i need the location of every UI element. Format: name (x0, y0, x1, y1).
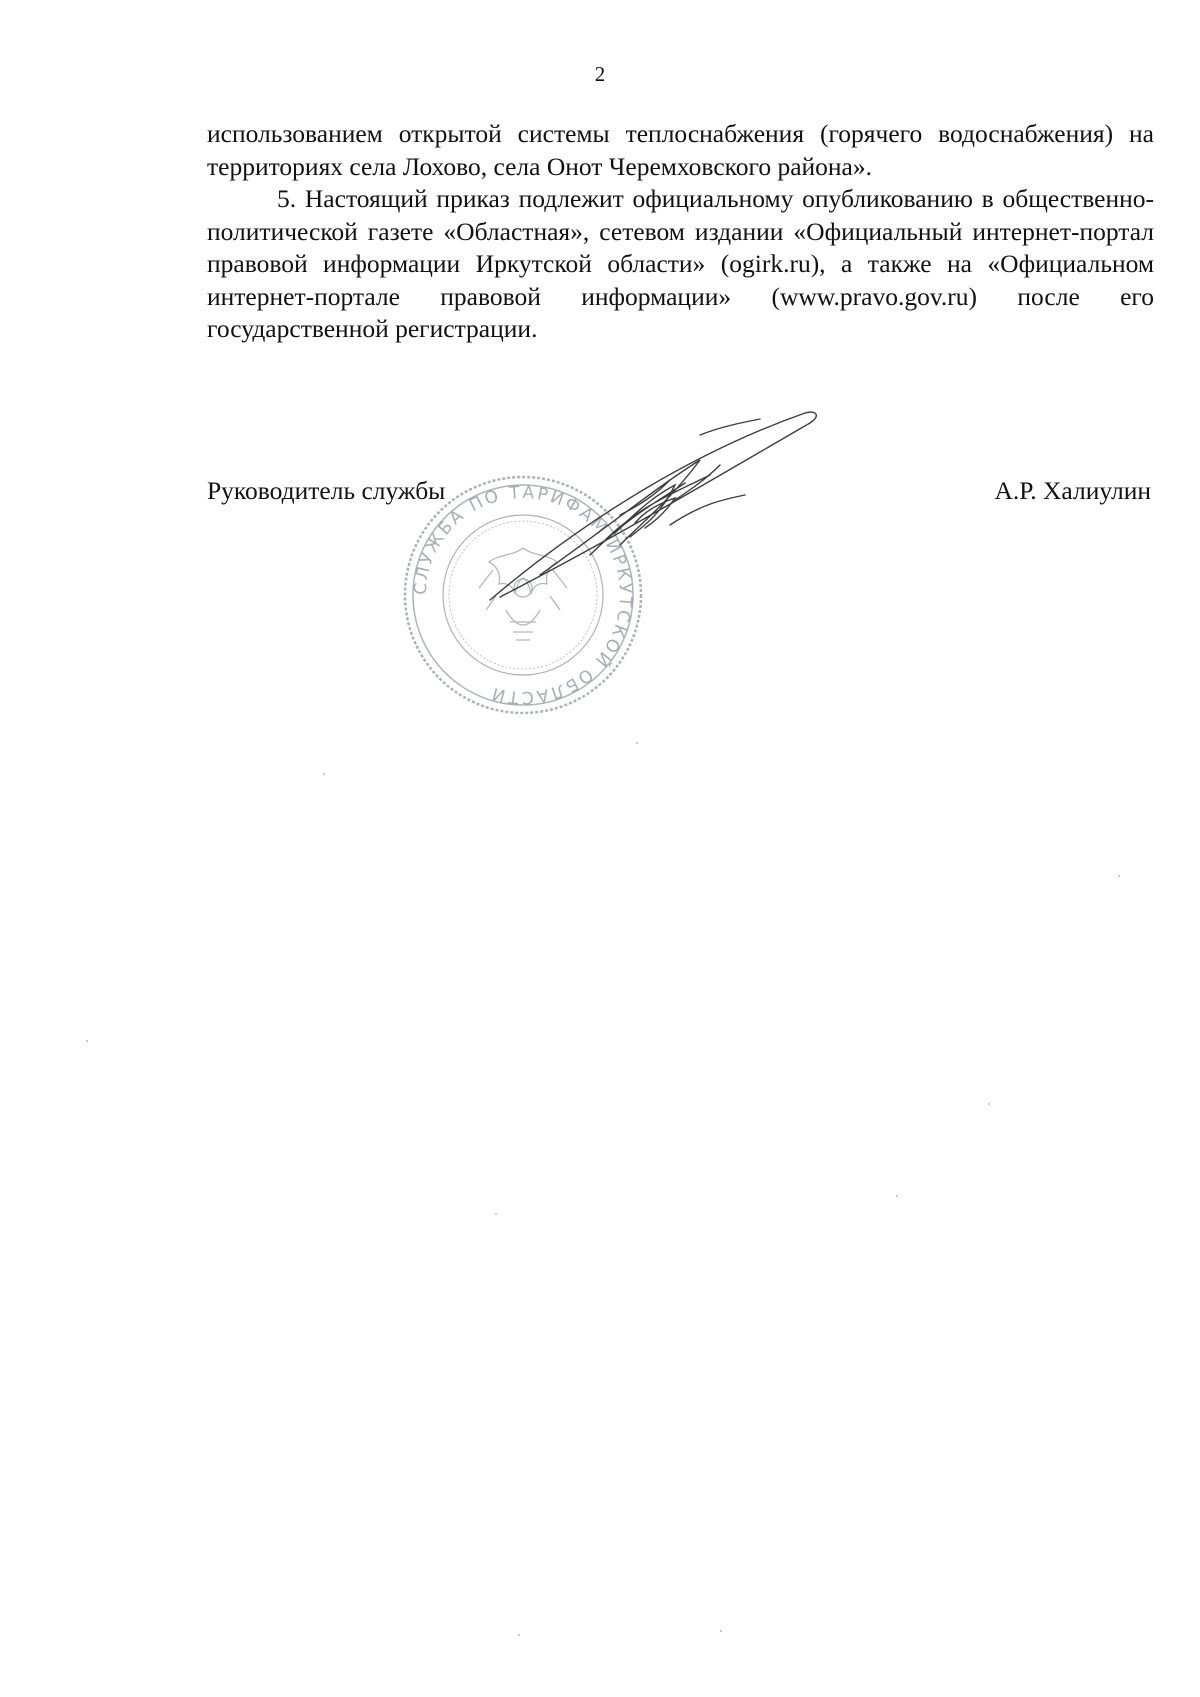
scan-speck (518, 1634, 520, 1636)
scan-speck (896, 1195, 898, 1197)
signer-position: Руководитель службы (207, 476, 446, 505)
scan-speck (1118, 875, 1120, 877)
paragraph-continuation: использованием открытой системы теплоснабжения (горячего водоснабжения) на территориях села Лохово, села Онот Черемховского района». (207, 119, 1154, 181)
handwritten-signature (470, 405, 830, 615)
scan-speck (495, 1213, 497, 1215)
scan-speck (636, 742, 638, 744)
signer-name: А.Р. Халиулин (994, 476, 1151, 505)
paragraph-5-publication: 5. Настоящий приказ подлежит официальному опубликованию в общественно-политической газете «Областная», сетевом издании «Официальный интернет-портал правовой информации Иркутской области» (ogirk.ru), а также на «Официальном интернет-портале правовой информации» (www.pravo.gov.ru) после его государственной регистрации. (207, 184, 1154, 343)
scan-speck (323, 773, 325, 775)
scan-speck (86, 1040, 88, 1042)
scan-speck (988, 1103, 990, 1105)
document-body (207, 118, 1154, 346)
scan-speck (720, 1630, 722, 1632)
page-number: 2 (594, 62, 606, 86)
stamp-ring-text: СЛУЖБА ПО ТАРИФАМ ИРКУТСКОЙ ОБЛАСТИ (410, 482, 636, 708)
